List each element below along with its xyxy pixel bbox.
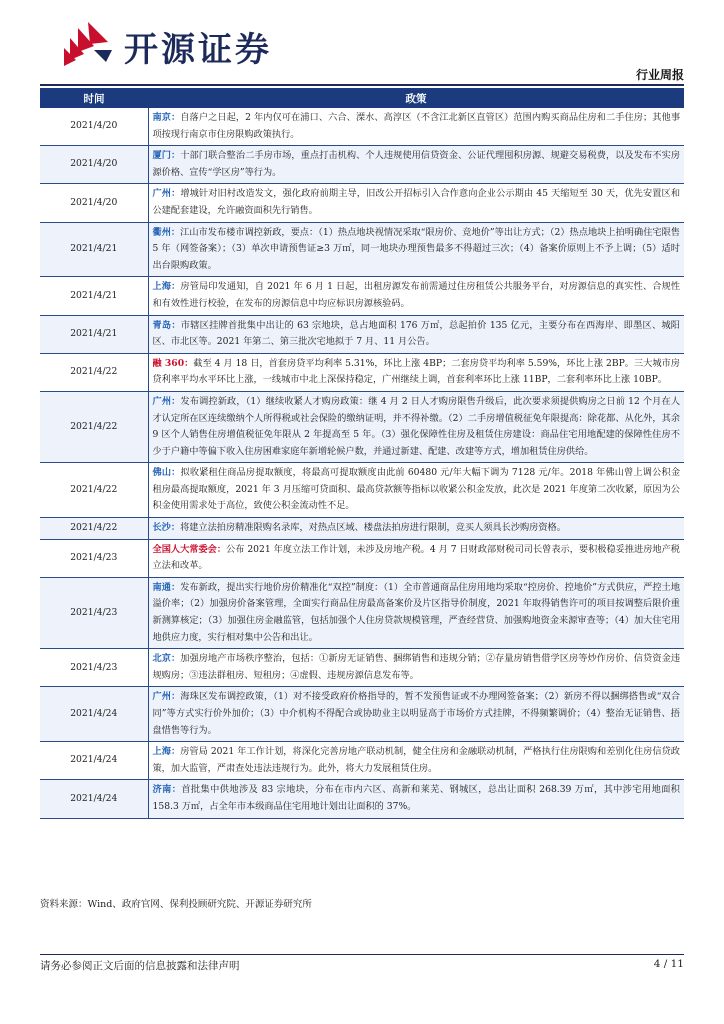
- page-header: [40, 14, 684, 84]
- header-rule: [40, 84, 684, 86]
- row-policy: [148, 539, 684, 577]
- row-date: 2021/4/24: [40, 687, 148, 742]
- row-city: 上海：: [152, 746, 181, 758]
- row-city: 上海：: [152, 281, 181, 293]
- row-date: 2021/4/21: [40, 222, 148, 277]
- table-row: [40, 577, 684, 648]
- row-policy-text: 自落户之日起，2 年内仅可在浦口、六合、溧水、高淳区（不含江北新区直管区）范围内购买商品住房和二手住房；其他事项按现行南京市住房限购政策执行。: [152, 112, 681, 140]
- row-policy-text: 房管局 2021 年工作计划，将深化完善房地产联动机制，健全住房和金融联动机制，严格执行住房限购和差别化住房信贷政策，加大监管，严肃查处违法违规行为。此外，将大力发展租赁住房。: [152, 746, 680, 774]
- row-city: 厦门：: [152, 150, 181, 162]
- row-policy-text: 发布新政，提出实行地价房价精准化“双控”制度：（1）全市普通商品住房用地均采取“控房价、控地价”方式供应，严控土地溢价率；（2）加强房价备案管理，全面实行商品住房最高备案价及片区指导价制度，2021 年取得销售许可的项目按调整后限价重新测算核定；（3）加强住房金融监管，包括加强个人住房贷款规模管理，严查经营贷、加强购地资金来源审查等；（4）加大住宅用地供应力度，实行相对集中公告和出让。: [152, 581, 681, 643]
- row-date: 2021/4/23: [40, 577, 148, 648]
- footer-rule: [40, 954, 684, 955]
- company-logo-icon: [60, 20, 116, 70]
- row-policy-text: 拟收紧租住商品房提取额度，将最高可提取额度由此前 60480 元/年大幅下调为 7128 元/年。2018 年佛山曾上调公积金租房最高提取额度，2021 年 3 月压缩可贷面积、最高贷款额等指标以收紧公积金发放，此次是 2021 年度第二次收紧，原因为公积金使用需求处于高位，致使公积金流动性不足。: [152, 467, 681, 512]
- row-policy-text: 加强房地产市场秩序整治，包括：①新房无证销售、捆绑销售和违规分销；②存量房销售借学区房等炒作房价、信贷资金违规购房；③违法群租房、短租房；④虚假、违规房源信息发布等。: [152, 653, 681, 681]
- row-date: 2021/4/20: [40, 184, 148, 222]
- row-date: 2021/4/20: [40, 108, 148, 146]
- row-city: 北京：: [152, 653, 181, 665]
- row-city: 南通：: [152, 581, 181, 593]
- row-policy: [148, 518, 684, 540]
- row-city: 衢州：: [152, 226, 181, 238]
- row-policy: [148, 277, 684, 315]
- policy-table: [40, 88, 684, 819]
- row-policy-text: 市辖区挂牌首批集中出让的 63 宗地块，总占地面积 176 万㎡，总起拍价 135 亿元，主要分布在西海岸、即墨区、城阳区、市北区等。2021 年第二、第三批次宅地拟于 7 月、11 月公告。: [152, 319, 680, 348]
- row-date: 2021/4/22: [40, 518, 148, 540]
- table-row: [40, 315, 684, 353]
- row-policy: [148, 108, 684, 146]
- row-city: 青岛：: [152, 319, 181, 331]
- row-policy: [148, 577, 684, 648]
- row-policy-text: 海珠区发布调控政策，（1）对不接受政府价格指导的，暂不发预售证或不办理网签备案；（2）新房不得以捆绑搭售或“双合同”等方式实行价外加价；（3）中介机构不得配合或协助业主以明显高于市场价方式挂牌，不得频繁调价；（4）整治无证销售、捂盘惜售等行为。: [152, 691, 681, 736]
- table-header-row: [40, 88, 684, 108]
- table-row: [40, 184, 684, 222]
- source-note: 资料来源：Wind、政府官网、保利投顾研究院、开源证券研究所: [40, 899, 312, 910]
- row-date: 2021/4/20: [40, 146, 148, 184]
- row-policy-text: 截至 4 月 18 日，首套房贷平均利率 5.31%，环比上涨 4BP；二套房贷平均利率 5.59%，环比上涨 2BP。三大城市房贷利率平均水平环比上涨，一线城市中北上深保持稳定，广州继续上调，首套利率环比上涨 11BP，二套利率环比上涨 10BP。: [152, 357, 680, 386]
- row-city: 南京：: [152, 112, 181, 123]
- row-city: 全国人大常委会：: [152, 543, 227, 555]
- row-policy-text: 首批集中供地涉及 83 宗地块，分布在市内六区、高新和莱芜、钢城区，总出让面积 268.39 万㎡，其中涉宅用地面积 158.3 万㎡，占全年市本级商品住宅用地计划出让面积的 37%。: [152, 784, 680, 812]
- table-row: [40, 649, 684, 687]
- row-policy: [148, 649, 684, 687]
- row-date: 2021/4/21: [40, 315, 148, 353]
- table-row: [40, 780, 684, 818]
- row-city: 广州：: [152, 188, 181, 200]
- table-row: [40, 108, 684, 146]
- table-row: [40, 518, 684, 540]
- company-name: 开源证券: [124, 30, 272, 70]
- page-number: 4 / 11: [653, 958, 684, 970]
- row-policy-text: 十部门联合整治二手房市场，重点打击机构、个人违规使用信贷资金、公证代理囤积房源、规避交易税费，以及发布不实房源价格、宣传“学区房”等行为。: [152, 150, 681, 178]
- row-city: 广州：: [152, 691, 181, 703]
- table-row: [40, 222, 684, 277]
- table-row: [40, 353, 684, 391]
- row-policy: [148, 391, 684, 462]
- row-policy: [148, 184, 684, 222]
- column-header-date: 时间: [40, 88, 148, 108]
- row-city: 广州：: [152, 395, 181, 407]
- row-city: 长沙：: [152, 522, 181, 534]
- table-row: [40, 277, 684, 315]
- row-city: 佛山：: [152, 467, 181, 479]
- row-policy-text: 将建立法拍房精准限购名录库，对热点区域、楼盘法拍房进行限制，竞买人须具长沙购房资格。: [180, 522, 566, 534]
- row-date: 2021/4/22: [40, 353, 148, 391]
- row-policy: [148, 463, 684, 518]
- row-date: 2021/4/24: [40, 742, 148, 780]
- table-row: [40, 539, 684, 577]
- table-row: [40, 687, 684, 742]
- row-policy: [148, 687, 684, 742]
- row-policy: [148, 780, 684, 818]
- row-policy: [148, 146, 684, 184]
- row-policy: [148, 222, 684, 277]
- table-row: [40, 742, 684, 780]
- row-policy-text: 公布 2021 年度立法工作计划，未涉及房地产税。4 月 7 日财政部财税司司长曾表示，要积极稳妥推进房地产税立法和改革。: [152, 543, 680, 572]
- disclaimer-note: 请务必参阅正文后面的信息披露和法律声明: [40, 960, 240, 972]
- table-row: [40, 391, 684, 462]
- table-body: [40, 108, 684, 818]
- row-city: 济南：: [152, 784, 182, 796]
- column-header-policy: 政策: [148, 88, 684, 108]
- row-policy-text: 房管局印发通知，自 2021 年 6 月 1 日起，出租房源发布前需通过住房租赁公共服务平台，对房源信息的真实性、合规性和有效性进行校验，在发布的房源信息中均应标识房源核验码。: [152, 281, 681, 309]
- row-date: 2021/4/22: [40, 463, 148, 518]
- row-date: 2021/4/24: [40, 780, 148, 818]
- row-policy: [148, 742, 684, 780]
- row-city: 融 360：: [152, 357, 194, 369]
- row-policy: [148, 353, 684, 391]
- row-policy: [148, 315, 684, 353]
- row-date: 2021/4/21: [40, 277, 148, 315]
- row-policy-text: 发布调控新政，（1）继续收紧人才购房政策：继 4 月 2 日人才购房限售升级后，此次要求须提供购房之日前 12 个月在人才认定所在区连续缴纳个人所得税或社会保险的缴纳证明，并不得补缴。（2）二手房增值税征免年限提高：除花都、从化外，其余 9 区个人销售住房增值税征免年限从 2 年提高至 5 年。（3）强化保障性住房及租赁住房建设：商品住宅用地配建的保障性住房不少于户籍中等偏下收入住房困难家庭年新增轮候户数，并通过新建、配建、改建等方式，增加租赁住房供给。: [152, 395, 681, 457]
- table-row: [40, 463, 684, 518]
- row-date: 2021/4/22: [40, 391, 148, 462]
- row-date: 2021/4/23: [40, 649, 148, 687]
- report-type: 行业周报: [635, 68, 684, 82]
- row-policy-text: 增城针对旧村改造发文，强化政府前期主导，旧改公开招标引入合作意向企业公示期由 45 天缩短至 30 天，优先安置区和公建配套建设，允许融资面积先行销售。: [152, 188, 681, 216]
- table-row: [40, 146, 684, 184]
- row-date: 2021/4/23: [40, 539, 148, 577]
- row-policy-text: 江山市发布楼市调控新政，要点：（1）热点地块视情况采取“限房价、竞地价”等出让方式；（2）热点地块上拍明确住宅限售 5 年（网签备案）；（3）单次申请预售证≥3 万㎡，同一地块办理预售最多不得超过三次；（4）备案价原则上不予上调；（5）适时出台限购政策。: [152, 226, 680, 271]
